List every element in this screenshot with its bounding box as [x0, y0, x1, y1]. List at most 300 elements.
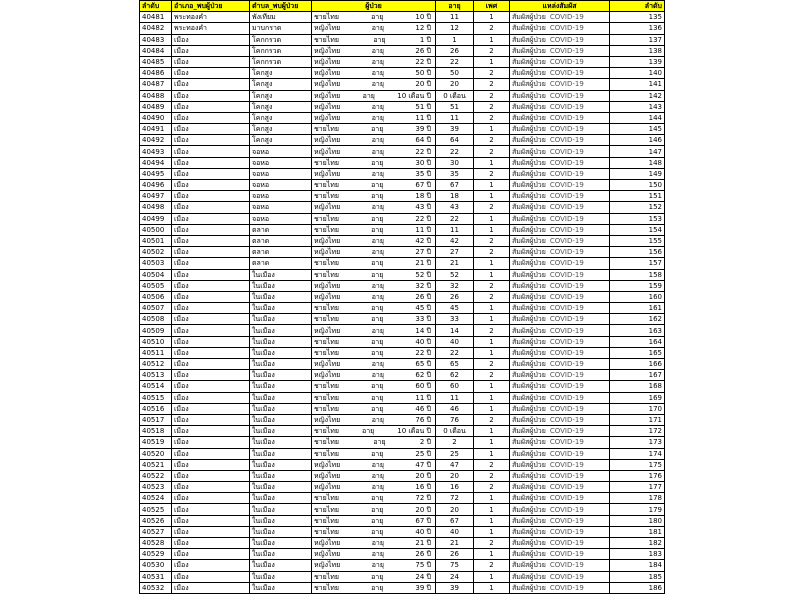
cell-subdistrict[interactable]: ในเมือง: [250, 303, 312, 314]
cell-district[interactable]: เมือง: [172, 392, 250, 403]
cell-source[interactable]: [510, 157, 610, 168]
cell-id[interactable]: 40522: [140, 470, 172, 481]
cell-district[interactable]: เมือง: [172, 325, 250, 336]
cell-gender[interactable]: 1: [474, 515, 510, 526]
cell-district[interactable]: เมือง: [172, 68, 250, 79]
cell-age[interactable]: 22: [436, 56, 474, 67]
cell-subdistrict[interactable]: ในเมือง: [250, 526, 312, 537]
cell-gender[interactable]: 1: [474, 314, 510, 325]
cell-seq[interactable]: 152: [610, 202, 665, 213]
cell-id[interactable]: 40487: [140, 79, 172, 90]
cell-seq[interactable]: 160: [610, 291, 665, 302]
cell-source[interactable]: [510, 34, 610, 45]
cell-subdistrict[interactable]: โคกกรวด: [250, 56, 312, 67]
cell-source[interactable]: [510, 90, 610, 101]
cell-id[interactable]: 40523: [140, 482, 172, 493]
cell-source[interactable]: [510, 79, 610, 90]
cell-district[interactable]: เมือง: [172, 571, 250, 582]
cell-id[interactable]: 40514: [140, 381, 172, 392]
cell-seq[interactable]: 176: [610, 470, 665, 481]
cell-age[interactable]: 67: [436, 180, 474, 191]
cell-source[interactable]: [510, 359, 610, 370]
cell-district[interactable]: เมือง: [172, 56, 250, 67]
cell-age[interactable]: 39: [436, 124, 474, 135]
cell-district[interactable]: พระทองคำ: [172, 12, 250, 23]
cell-patient[interactable]: [312, 325, 436, 336]
cell-patient[interactable]: [312, 135, 436, 146]
cell-subdistrict[interactable]: ในเมือง: [250, 392, 312, 403]
cell-id[interactable]: 40532: [140, 582, 172, 593]
cell-subdistrict[interactable]: ในเมือง: [250, 426, 312, 437]
cell-patient[interactable]: [312, 90, 436, 101]
cell-age[interactable]: 22: [436, 213, 474, 224]
cell-district[interactable]: เมือง: [172, 482, 250, 493]
cell-seq[interactable]: 182: [610, 538, 665, 549]
cell-subdistrict[interactable]: มาบกราด: [250, 23, 312, 34]
cell-subdistrict[interactable]: ในเมือง: [250, 459, 312, 470]
cell-gender[interactable]: 2: [474, 560, 510, 571]
cell-district[interactable]: เมือง: [172, 180, 250, 191]
cell-seq[interactable]: 139: [610, 56, 665, 67]
cell-id[interactable]: 40525: [140, 504, 172, 515]
cell-seq[interactable]: 181: [610, 526, 665, 537]
cell-patient[interactable]: [312, 23, 436, 34]
cell-source[interactable]: [510, 515, 610, 526]
cell-patient[interactable]: [312, 392, 436, 403]
cell-subdistrict[interactable]: ในเมือง: [250, 560, 312, 571]
cell-id[interactable]: 40500: [140, 224, 172, 235]
cell-patient[interactable]: [312, 526, 436, 537]
cell-gender[interactable]: 1: [474, 180, 510, 191]
cell-gender[interactable]: 2: [474, 482, 510, 493]
header-seq[interactable]: ลำดับ: [610, 1, 665, 12]
cell-id[interactable]: 40515: [140, 392, 172, 403]
cell-district[interactable]: เมือง: [172, 157, 250, 168]
cell-source[interactable]: [510, 112, 610, 123]
cell-source[interactable]: [510, 325, 610, 336]
cell-id[interactable]: 40486: [140, 68, 172, 79]
cell-gender[interactable]: 2: [474, 23, 510, 34]
cell-gender[interactable]: 2: [474, 90, 510, 101]
cell-age[interactable]: 0 เดือน: [436, 90, 474, 101]
cell-subdistrict[interactable]: พังเทียม: [250, 12, 312, 23]
cell-age[interactable]: 11: [436, 12, 474, 23]
cell-age[interactable]: 51: [436, 101, 474, 112]
cell-seq[interactable]: 175: [610, 459, 665, 470]
cell-gender[interactable]: 1: [474, 269, 510, 280]
cell-patient[interactable]: [312, 146, 436, 157]
cell-source[interactable]: [510, 213, 610, 224]
cell-patient[interactable]: [312, 459, 436, 470]
cell-source[interactable]: [510, 101, 610, 112]
cell-patient[interactable]: [312, 12, 436, 23]
cell-district[interactable]: พระทองคำ: [172, 23, 250, 34]
cell-age[interactable]: 60: [436, 381, 474, 392]
cell-id[interactable]: 40501: [140, 235, 172, 246]
cell-source[interactable]: [510, 538, 610, 549]
cell-gender[interactable]: 2: [474, 370, 510, 381]
header-age[interactable]: อายุ: [436, 1, 474, 12]
cell-subdistrict[interactable]: ในเมือง: [250, 493, 312, 504]
cell-age[interactable]: 39: [436, 582, 474, 593]
cell-id[interactable]: 40504: [140, 269, 172, 280]
cell-source[interactable]: [510, 459, 610, 470]
cell-seq[interactable]: 151: [610, 191, 665, 202]
cell-id[interactable]: 40512: [140, 359, 172, 370]
cell-age[interactable]: 18: [436, 191, 474, 202]
cell-gender[interactable]: 2: [474, 359, 510, 370]
cell-patient[interactable]: [312, 582, 436, 593]
cell-subdistrict[interactable]: จอหอ: [250, 202, 312, 213]
cell-district[interactable]: เมือง: [172, 314, 250, 325]
cell-age[interactable]: 50: [436, 68, 474, 79]
cell-id[interactable]: 40482: [140, 23, 172, 34]
cell-source[interactable]: [510, 68, 610, 79]
cell-subdistrict[interactable]: โคกสูง: [250, 135, 312, 146]
cell-id[interactable]: 40508: [140, 314, 172, 325]
cell-source[interactable]: [510, 526, 610, 537]
cell-age[interactable]: 52: [436, 269, 474, 280]
cell-district[interactable]: เมือง: [172, 549, 250, 560]
cell-age[interactable]: 14: [436, 325, 474, 336]
cell-district[interactable]: เมือง: [172, 403, 250, 414]
cell-age[interactable]: 24: [436, 571, 474, 582]
cell-subdistrict[interactable]: โคกสูง: [250, 101, 312, 112]
cell-patient[interactable]: [312, 381, 436, 392]
cell-district[interactable]: เมือง: [172, 79, 250, 90]
cell-gender[interactable]: 2: [474, 112, 510, 123]
cell-id[interactable]: 40490: [140, 112, 172, 123]
cell-seq[interactable]: 172: [610, 426, 665, 437]
cell-patient[interactable]: [312, 112, 436, 123]
cell-district[interactable]: เมือง: [172, 213, 250, 224]
cell-patient[interactable]: [312, 258, 436, 269]
cell-age[interactable]: 12: [436, 23, 474, 34]
cell-patient[interactable]: [312, 202, 436, 213]
cell-seq[interactable]: 168: [610, 381, 665, 392]
cell-id[interactable]: 40528: [140, 538, 172, 549]
cell-source[interactable]: [510, 437, 610, 448]
cell-seq[interactable]: 173: [610, 437, 665, 448]
cell-gender[interactable]: 2: [474, 291, 510, 302]
cell-seq[interactable]: 171: [610, 414, 665, 425]
cell-district[interactable]: เมือง: [172, 168, 250, 179]
cell-district[interactable]: เมือง: [172, 146, 250, 157]
cell-age[interactable]: 72: [436, 493, 474, 504]
cell-patient[interactable]: [312, 560, 436, 571]
cell-district[interactable]: เมือง: [172, 582, 250, 593]
cell-gender[interactable]: 2: [474, 168, 510, 179]
cell-district[interactable]: เมือง: [172, 381, 250, 392]
cell-subdistrict[interactable]: ในเมือง: [250, 571, 312, 582]
cell-source[interactable]: [510, 571, 610, 582]
cell-gender[interactable]: 1: [474, 12, 510, 23]
cell-id[interactable]: 40506: [140, 291, 172, 302]
cell-seq[interactable]: 185: [610, 571, 665, 582]
cell-id[interactable]: 40498: [140, 202, 172, 213]
cell-seq[interactable]: 158: [610, 269, 665, 280]
cell-source[interactable]: [510, 291, 610, 302]
cell-subdistrict[interactable]: โคกกรวด: [250, 34, 312, 45]
cell-district[interactable]: เมือง: [172, 269, 250, 280]
cell-patient[interactable]: [312, 303, 436, 314]
cell-seq[interactable]: 162: [610, 314, 665, 325]
header-district[interactable]: อำเภอ_พบผู้ป่วย: [172, 1, 250, 12]
header-patient[interactable]: ผู้ป่วย: [312, 1, 436, 12]
cell-id[interactable]: 40519: [140, 437, 172, 448]
cell-id[interactable]: 40485: [140, 56, 172, 67]
cell-district[interactable]: เมือง: [172, 515, 250, 526]
cell-patient[interactable]: [312, 347, 436, 358]
cell-age[interactable]: 21: [436, 538, 474, 549]
cell-age[interactable]: 11: [436, 224, 474, 235]
cell-id[interactable]: 40511: [140, 347, 172, 358]
cell-subdistrict[interactable]: ในเมือง: [250, 359, 312, 370]
cell-patient[interactable]: [312, 482, 436, 493]
cell-patient[interactable]: [312, 359, 436, 370]
cell-source[interactable]: [510, 448, 610, 459]
cell-gender[interactable]: 1: [474, 571, 510, 582]
cell-patient[interactable]: [312, 280, 436, 291]
cell-gender[interactable]: 2: [474, 247, 510, 258]
cell-subdistrict[interactable]: จอหอ: [250, 157, 312, 168]
cell-district[interactable]: เมือง: [172, 247, 250, 258]
cell-patient[interactable]: [312, 370, 436, 381]
cell-id[interactable]: 40517: [140, 414, 172, 425]
cell-district[interactable]: เมือง: [172, 101, 250, 112]
cell-id[interactable]: 40494: [140, 157, 172, 168]
cell-seq[interactable]: 149: [610, 168, 665, 179]
cell-gender[interactable]: 2: [474, 414, 510, 425]
cell-gender[interactable]: 2: [474, 235, 510, 246]
cell-seq[interactable]: 137: [610, 34, 665, 45]
cell-seq[interactable]: 144: [610, 112, 665, 123]
cell-age[interactable]: 62: [436, 370, 474, 381]
cell-gender[interactable]: 2: [474, 45, 510, 56]
cell-id[interactable]: 40492: [140, 135, 172, 146]
cell-gender[interactable]: 1: [474, 526, 510, 537]
cell-subdistrict[interactable]: ในเมือง: [250, 314, 312, 325]
cell-gender[interactable]: 1: [474, 157, 510, 168]
cell-subdistrict[interactable]: ในเมือง: [250, 448, 312, 459]
cell-seq[interactable]: 170: [610, 403, 665, 414]
cell-seq[interactable]: 165: [610, 347, 665, 358]
cell-subdistrict[interactable]: ตลาด: [250, 258, 312, 269]
cell-gender[interactable]: 2: [474, 325, 510, 336]
cell-district[interactable]: เมือง: [172, 235, 250, 246]
cell-age[interactable]: 67: [436, 515, 474, 526]
cell-gender[interactable]: 2: [474, 538, 510, 549]
cell-subdistrict[interactable]: จอหอ: [250, 213, 312, 224]
cell-id[interactable]: 40505: [140, 280, 172, 291]
cell-patient[interactable]: [312, 314, 436, 325]
cell-age[interactable]: 20: [436, 79, 474, 90]
cell-age[interactable]: 35: [436, 168, 474, 179]
cell-patient[interactable]: [312, 538, 436, 549]
cell-id[interactable]: 40524: [140, 493, 172, 504]
cell-patient[interactable]: [312, 124, 436, 135]
cell-seq[interactable]: 135: [610, 12, 665, 23]
cell-subdistrict[interactable]: ในเมือง: [250, 291, 312, 302]
cell-patient[interactable]: [312, 34, 436, 45]
cell-district[interactable]: เมือง: [172, 303, 250, 314]
cell-gender[interactable]: 2: [474, 459, 510, 470]
cell-gender[interactable]: 1: [474, 437, 510, 448]
cell-id[interactable]: 40516: [140, 403, 172, 414]
cell-age[interactable]: 45: [436, 303, 474, 314]
cell-source[interactable]: [510, 549, 610, 560]
cell-age[interactable]: 40: [436, 526, 474, 537]
cell-gender[interactable]: 1: [474, 347, 510, 358]
cell-age[interactable]: 11: [436, 392, 474, 403]
cell-subdistrict[interactable]: โคกกรวด: [250, 45, 312, 56]
cell-id[interactable]: 40527: [140, 526, 172, 537]
cell-seq[interactable]: 145: [610, 124, 665, 135]
cell-source[interactable]: [510, 202, 610, 213]
cell-age[interactable]: 33: [436, 314, 474, 325]
cell-age[interactable]: 26: [436, 549, 474, 560]
header-id[interactable]: ลำดับ: [140, 1, 172, 12]
cell-age[interactable]: 32: [436, 280, 474, 291]
cell-age[interactable]: 65: [436, 359, 474, 370]
cell-seq[interactable]: 161: [610, 303, 665, 314]
cell-seq[interactable]: 174: [610, 448, 665, 459]
cell-subdistrict[interactable]: ในเมือง: [250, 269, 312, 280]
cell-source[interactable]: [510, 168, 610, 179]
cell-district[interactable]: เมือง: [172, 34, 250, 45]
cell-patient[interactable]: [312, 180, 436, 191]
cell-district[interactable]: เมือง: [172, 45, 250, 56]
cell-subdistrict[interactable]: ในเมือง: [250, 437, 312, 448]
cell-patient[interactable]: [312, 79, 436, 90]
cell-subdistrict[interactable]: ตลาด: [250, 247, 312, 258]
cell-gender[interactable]: 1: [474, 504, 510, 515]
cell-gender[interactable]: 1: [474, 224, 510, 235]
cell-age[interactable]: 20: [436, 504, 474, 515]
cell-age[interactable]: 16: [436, 482, 474, 493]
cell-source[interactable]: [510, 392, 610, 403]
cell-gender[interactable]: 1: [474, 34, 510, 45]
cell-patient[interactable]: [312, 571, 436, 582]
cell-district[interactable]: เมือง: [172, 347, 250, 358]
cell-seq[interactable]: 136: [610, 23, 665, 34]
cell-source[interactable]: [510, 258, 610, 269]
cell-source[interactable]: [510, 303, 610, 314]
cell-source[interactable]: [510, 582, 610, 593]
cell-district[interactable]: เมือง: [172, 560, 250, 571]
cell-subdistrict[interactable]: จอหอ: [250, 146, 312, 157]
cell-subdistrict[interactable]: ในเมือง: [250, 403, 312, 414]
cell-source[interactable]: [510, 414, 610, 425]
cell-district[interactable]: เมือง: [172, 112, 250, 123]
cell-district[interactable]: เมือง: [172, 370, 250, 381]
cell-subdistrict[interactable]: โคกสูง: [250, 124, 312, 135]
cell-source[interactable]: [510, 504, 610, 515]
cell-source[interactable]: [510, 235, 610, 246]
cell-subdistrict[interactable]: จอหอ: [250, 180, 312, 191]
cell-source[interactable]: [510, 56, 610, 67]
cell-district[interactable]: เมือง: [172, 538, 250, 549]
cell-id[interactable]: 40503: [140, 258, 172, 269]
cell-subdistrict[interactable]: ในเมือง: [250, 370, 312, 381]
cell-seq[interactable]: 147: [610, 146, 665, 157]
cell-subdistrict[interactable]: จอหอ: [250, 191, 312, 202]
cell-gender[interactable]: 2: [474, 470, 510, 481]
cell-patient[interactable]: [312, 549, 436, 560]
cell-id[interactable]: 40518: [140, 426, 172, 437]
cell-id[interactable]: 40510: [140, 336, 172, 347]
cell-source[interactable]: [510, 247, 610, 258]
cell-subdistrict[interactable]: ในเมือง: [250, 582, 312, 593]
cell-seq[interactable]: 166: [610, 359, 665, 370]
cell-age[interactable]: 11: [436, 112, 474, 123]
cell-age[interactable]: 40: [436, 336, 474, 347]
cell-age[interactable]: 25: [436, 448, 474, 459]
cell-patient[interactable]: [312, 235, 436, 246]
cell-source[interactable]: [510, 381, 610, 392]
cell-patient[interactable]: [312, 515, 436, 526]
cell-patient[interactable]: [312, 414, 436, 425]
cell-age[interactable]: 1: [436, 34, 474, 45]
cell-seq[interactable]: 180: [610, 515, 665, 526]
cell-age[interactable]: 46: [436, 403, 474, 414]
cell-age[interactable]: 26: [436, 45, 474, 56]
cell-id[interactable]: 40488: [140, 90, 172, 101]
cell-patient[interactable]: [312, 493, 436, 504]
cell-source[interactable]: [510, 135, 610, 146]
cell-age[interactable]: 20: [436, 470, 474, 481]
cell-patient[interactable]: [312, 224, 436, 235]
cell-age[interactable]: 47: [436, 459, 474, 470]
cell-district[interactable]: เมือง: [172, 437, 250, 448]
header-gender[interactable]: เพศ: [474, 1, 510, 12]
cell-subdistrict[interactable]: ในเมือง: [250, 504, 312, 515]
cell-subdistrict[interactable]: ตลาด: [250, 224, 312, 235]
cell-subdistrict[interactable]: ในเมือง: [250, 325, 312, 336]
cell-subdistrict[interactable]: ในเมือง: [250, 347, 312, 358]
cell-id[interactable]: 40520: [140, 448, 172, 459]
cell-district[interactable]: เมือง: [172, 526, 250, 537]
cell-patient[interactable]: [312, 157, 436, 168]
cell-patient[interactable]: [312, 470, 436, 481]
cell-seq[interactable]: 143: [610, 101, 665, 112]
cell-patient[interactable]: [312, 426, 436, 437]
cell-district[interactable]: เมือง: [172, 359, 250, 370]
cell-gender[interactable]: 1: [474, 258, 510, 269]
cell-gender[interactable]: 2: [474, 79, 510, 90]
cell-subdistrict[interactable]: ในเมือง: [250, 515, 312, 526]
cell-patient[interactable]: [312, 101, 436, 112]
cell-gender[interactable]: 1: [474, 56, 510, 67]
cell-patient[interactable]: [312, 213, 436, 224]
cell-seq[interactable]: 146: [610, 135, 665, 146]
cell-district[interactable]: เมือง: [172, 414, 250, 425]
cell-source[interactable]: [510, 12, 610, 23]
cell-subdistrict[interactable]: โคกสูง: [250, 112, 312, 123]
cell-source[interactable]: [510, 336, 610, 347]
cell-id[interactable]: 40529: [140, 549, 172, 560]
cell-age[interactable]: 26: [436, 291, 474, 302]
cell-patient[interactable]: [312, 168, 436, 179]
cell-seq[interactable]: 167: [610, 370, 665, 381]
cell-source[interactable]: [510, 403, 610, 414]
cell-patient[interactable]: [312, 45, 436, 56]
cell-district[interactable]: เมือง: [172, 336, 250, 347]
cell-subdistrict[interactable]: ในเมือง: [250, 549, 312, 560]
cell-patient[interactable]: [312, 291, 436, 302]
cell-subdistrict[interactable]: โคกสูง: [250, 68, 312, 79]
cell-source[interactable]: [510, 191, 610, 202]
